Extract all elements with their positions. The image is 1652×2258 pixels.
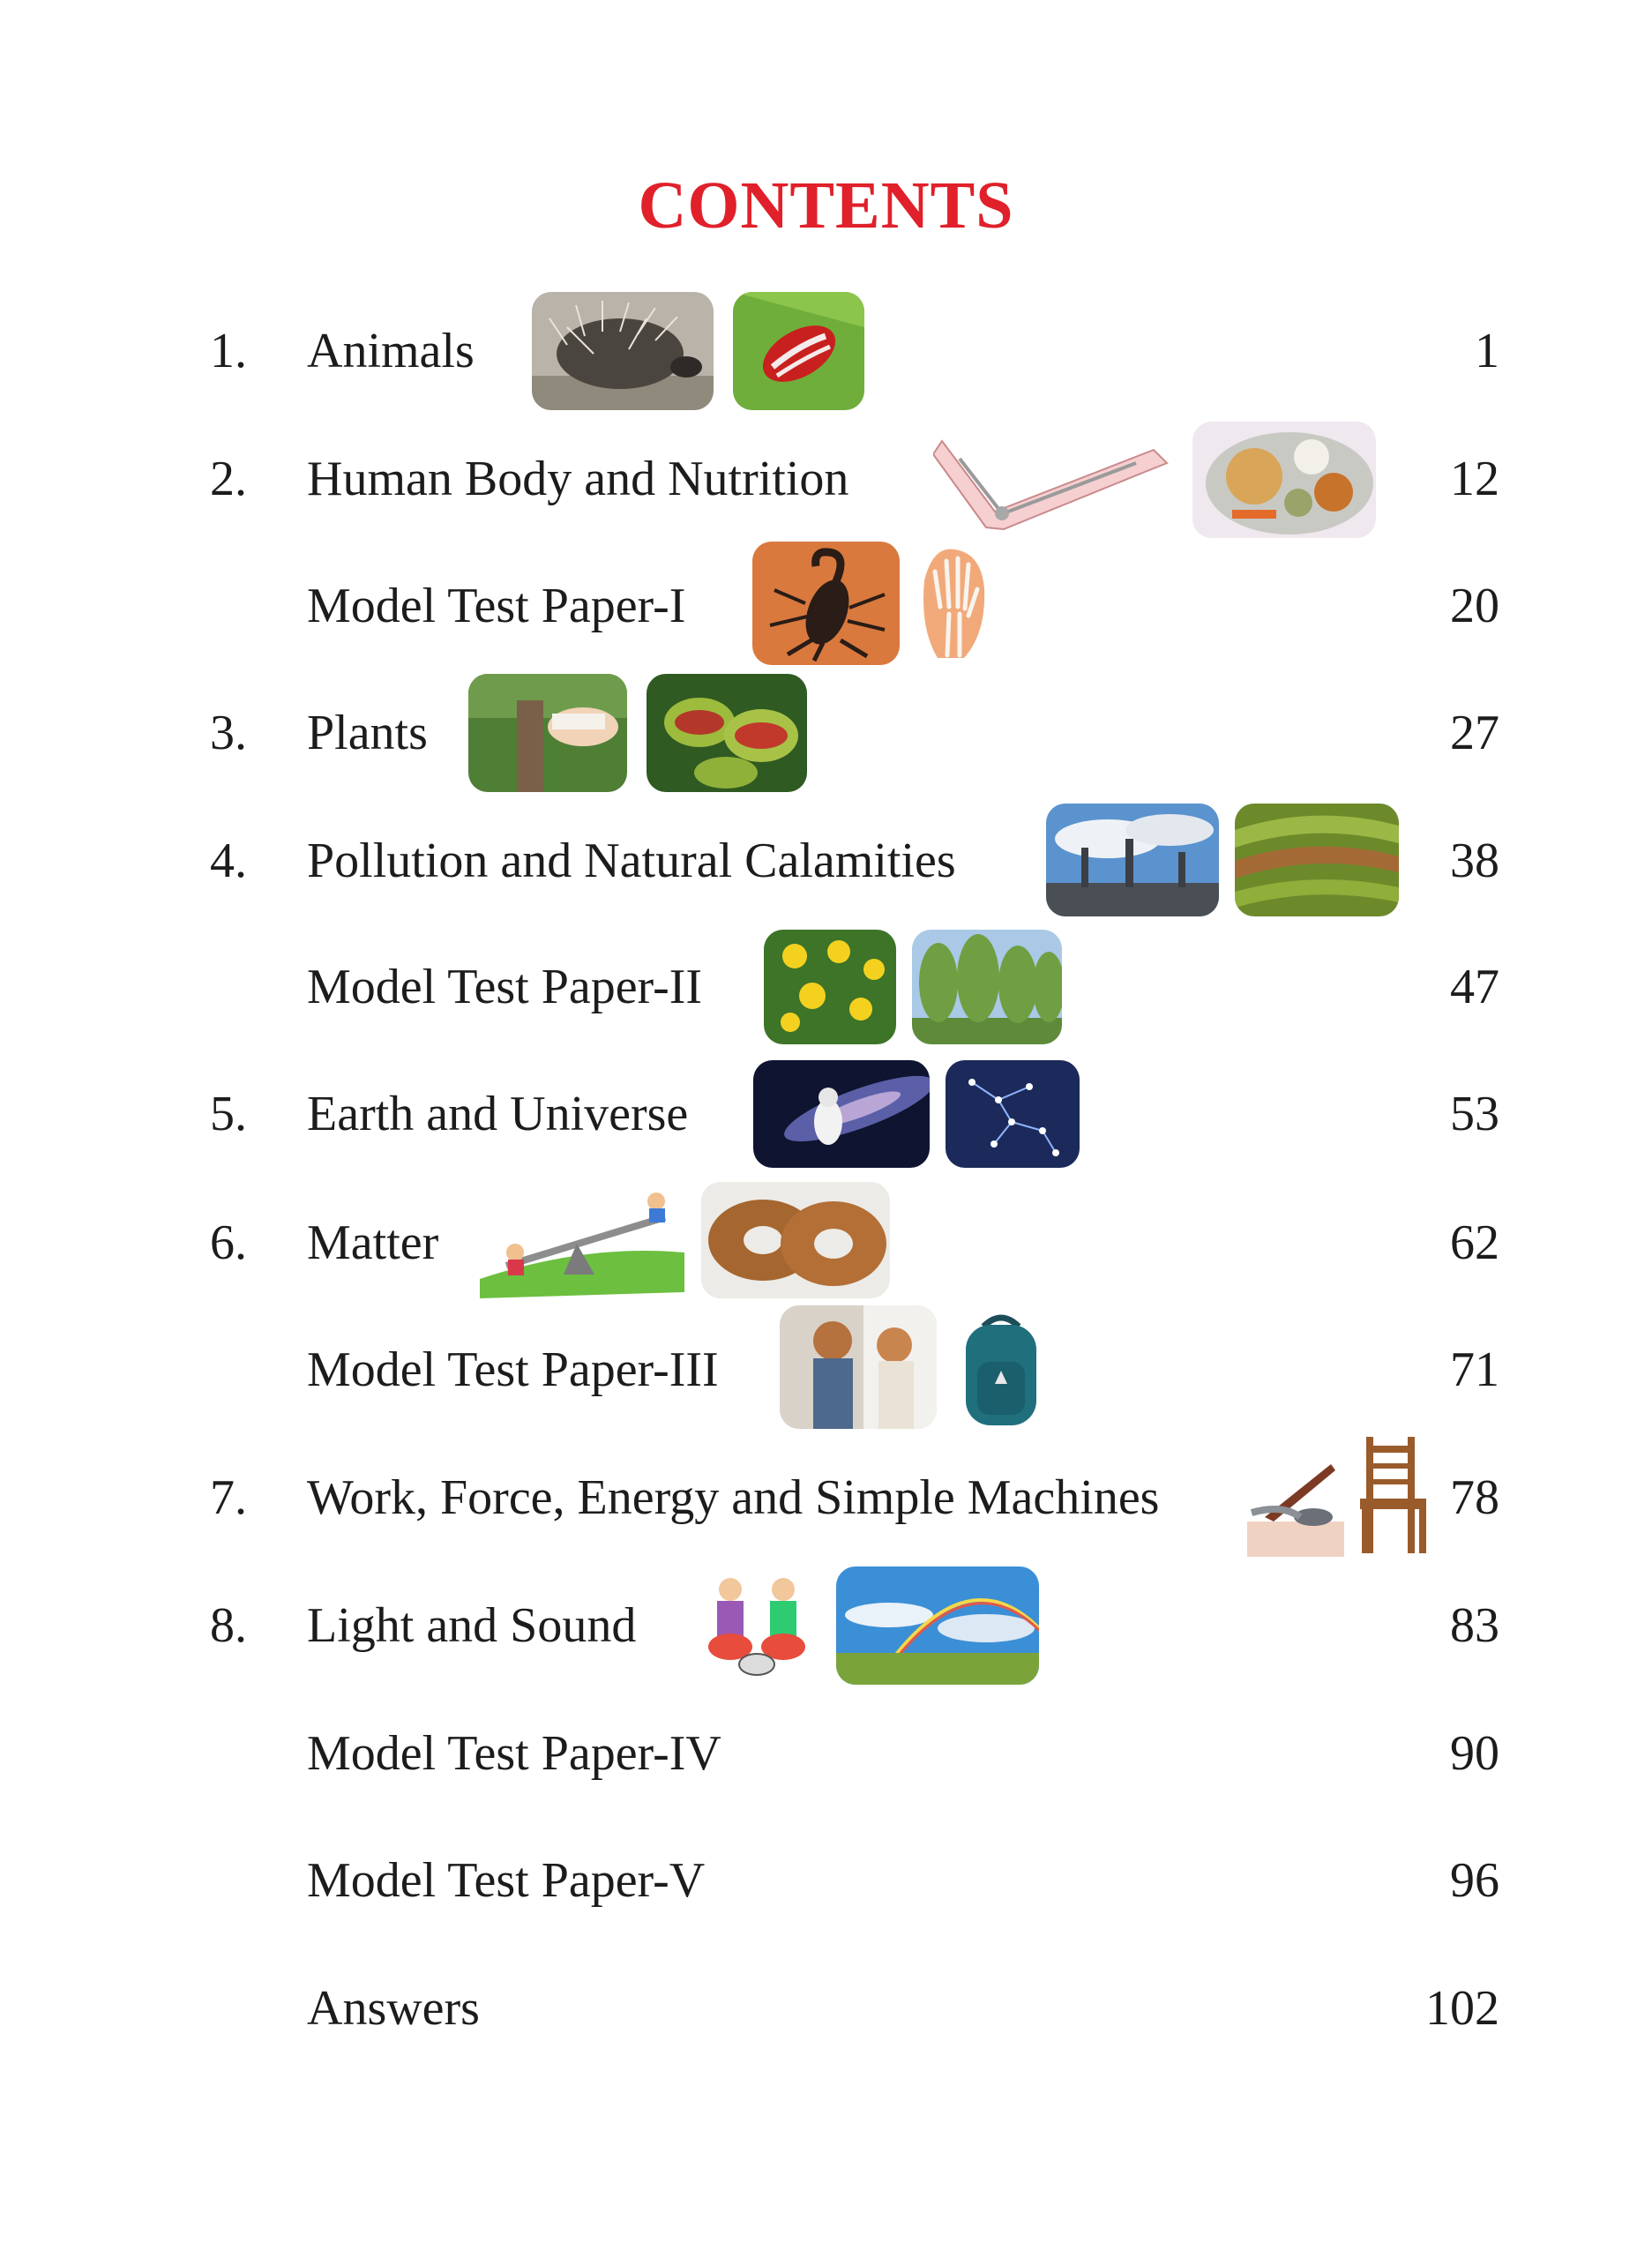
entry-title: Matter: [307, 1215, 439, 1270]
lever-tool-image: [1247, 1451, 1344, 1557]
entry-page: 62: [1450, 1215, 1499, 1270]
wooden-chair-image: [1353, 1437, 1431, 1557]
entry-page: 20: [1450, 579, 1499, 633]
page-title: CONTENTS: [638, 168, 1014, 243]
toc-entry-model-test-1[interactable]: [0, 542, 1652, 670]
toc-entry-plants[interactable]: [0, 669, 1652, 797]
entry-page: 78: [1450, 1470, 1499, 1525]
entry-page: 38: [1450, 834, 1499, 888]
terrace-farming-image: [1235, 804, 1399, 916]
entry-page: 27: [1450, 706, 1499, 760]
toc-entry-model-test-4[interactable]: [0, 1689, 1652, 1818]
entry-title: Human Body and Nutrition: [307, 452, 849, 506]
frog-image: [733, 292, 864, 410]
entry-page: 1: [1475, 324, 1499, 378]
entry-title: Work, Force, Energy and Simple Machines: [307, 1470, 1160, 1525]
entry-number: 8.: [210, 1598, 247, 1653]
toc-entry-pollution[interactable]: [0, 796, 1652, 925]
entry-title: Model Test Paper-II: [307, 960, 703, 1014]
toc-entry-light-sound[interactable]: [0, 1561, 1652, 1690]
trees-image: [912, 930, 1062, 1044]
entry-title: Pollution and Natural Calamities: [307, 834, 956, 888]
factory-image: [1046, 804, 1219, 916]
entry-title: Animals: [307, 324, 475, 378]
toc-entry-animals[interactable]: [0, 287, 1652, 415]
entry-page: 71: [1450, 1342, 1499, 1397]
porcupine-image: [532, 292, 714, 410]
entry-page: 83: [1450, 1598, 1499, 1653]
rusty-washers-image: [701, 1182, 890, 1298]
venus-flytrap-image: [647, 674, 807, 792]
entry-page: 102: [1425, 1981, 1499, 2036]
toc-entry-model-test-3[interactable]: [0, 1305, 1652, 1434]
entry-page: 96: [1450, 1853, 1499, 1908]
entry-number: 2.: [210, 452, 247, 506]
entry-title: Earth and Universe: [307, 1087, 689, 1141]
constellation-image: [946, 1060, 1080, 1168]
entry-number: 1.: [210, 324, 247, 378]
entry-number: 3.: [210, 706, 247, 760]
entry-title: Model Test Paper-V: [307, 1853, 706, 1908]
entry-number: 7.: [210, 1470, 247, 1525]
arm-bones-image: [933, 423, 1173, 535]
astronaut-image: [753, 1060, 930, 1168]
entry-page: 12: [1450, 452, 1499, 506]
entry-number: 6.: [210, 1215, 247, 1270]
entry-page: 47: [1450, 960, 1499, 1014]
entry-title: Model Test Paper-I: [307, 579, 686, 633]
entry-title: Light and Sound: [307, 1598, 637, 1653]
toc-entry-model-test-2[interactable]: [0, 923, 1652, 1051]
food-plate-image: [1192, 422, 1376, 538]
seesaw-image: [480, 1182, 684, 1298]
plant-grafting-image: [468, 674, 627, 792]
scorpion-image: [752, 542, 900, 665]
entry-number: 5.: [210, 1087, 247, 1141]
toc-entry-matter[interactable]: [0, 1178, 1652, 1307]
toc-entry-earth-universe[interactable]: [0, 1050, 1652, 1178]
entry-title: Model Test Paper-III: [307, 1342, 719, 1397]
entry-page: 90: [1450, 1726, 1499, 1781]
drummers-image: [695, 1563, 819, 1686]
entry-title: Model Test Paper-IV: [307, 1726, 721, 1781]
hand-skeleton-image: [916, 545, 988, 662]
backpack-image: [953, 1309, 1050, 1427]
entry-title: Plants: [307, 706, 428, 760]
toc-entry-answers[interactable]: [0, 1944, 1652, 2073]
children-mirror-image: [780, 1305, 937, 1429]
entry-page: 53: [1450, 1087, 1499, 1141]
toc-entry-work-force[interactable]: [0, 1433, 1652, 1562]
entry-number: 4.: [210, 834, 247, 888]
entry-title: Answers: [307, 1981, 480, 2036]
toc-entry-model-test-5[interactable]: [0, 1816, 1652, 1945]
toc-entry-human-body[interactable]: [0, 415, 1652, 543]
dandelion-image: [764, 930, 896, 1044]
rainbow-image: [836, 1566, 1039, 1685]
